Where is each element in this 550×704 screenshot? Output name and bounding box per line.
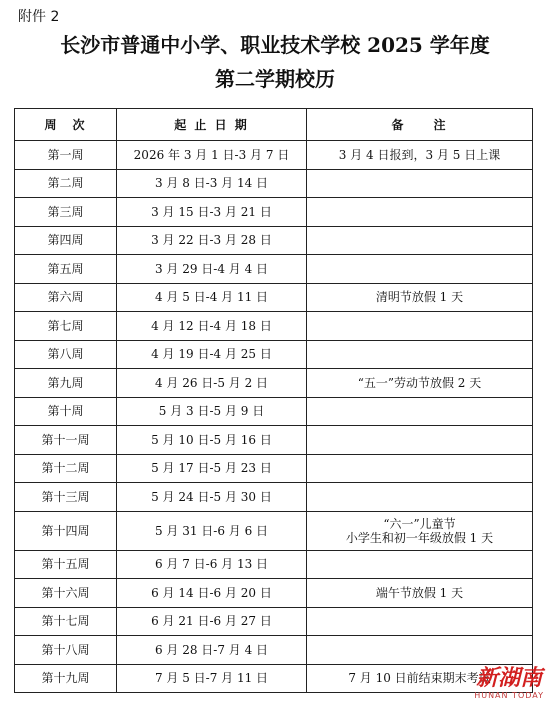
date-range-cell: 6 月 28 日-7 月 4 日: [117, 636, 307, 665]
document-subtitle: 第二学期校历: [215, 67, 335, 91]
note-line: “六一”儿童节: [383, 516, 456, 531]
notes-cell: [307, 141, 533, 170]
date-range-cell: 6 月 7 日-6 月 13 日: [117, 550, 307, 579]
week-cell: 第四周: [15, 226, 117, 255]
date-range-cell: 4 月 26 日-5 月 2 日: [117, 369, 307, 398]
date-range-cell: 5 月 31 日-6 月 6 日: [117, 511, 307, 550]
week-cell: 第十七周: [15, 607, 117, 636]
date-range-cell: 7 月 5 日-7 月 11 日: [117, 664, 307, 693]
week-cell: 第十一周: [15, 426, 117, 455]
date-range-cell: 3 月 8 日-3 月 14 日: [117, 169, 307, 198]
table-row: [15, 664, 533, 693]
table-row: [15, 198, 533, 227]
logo-brand-en: HUNAN TODAY: [474, 691, 544, 700]
date-range-cell: 5 月 24 日-5 月 30 日: [117, 483, 307, 512]
week-cell: 第八周: [15, 340, 117, 369]
note-line: 端午节放假 1 天: [375, 585, 464, 600]
week-cell: 第十八周: [15, 636, 117, 665]
week-cell: 第六周: [15, 283, 117, 312]
note-line: 7 月 10 日前结束期末考试: [348, 671, 491, 686]
notes-cell: [307, 169, 533, 198]
week-cell: 第十六周: [15, 579, 117, 608]
table-row: [15, 579, 533, 608]
date-range-cell: 3 月 29 日-4 月 4 日: [117, 255, 307, 284]
date-range-cell: 6 月 21 日-6 月 27 日: [117, 607, 307, 636]
table-row: [15, 283, 533, 312]
note-line: 3 月 4 日报到，3 月 5 日上课: [338, 147, 501, 162]
date-range-cell: 4 月 5 日-4 月 11 日: [117, 283, 307, 312]
table-row: [15, 511, 533, 550]
date-range-cell: 3 月 22 日-3 月 28 日: [117, 226, 307, 255]
notes-cell: [307, 340, 533, 369]
notes-cell: [307, 454, 533, 483]
date-range-cell: 4 月 12 日-4 月 18 日: [117, 312, 307, 341]
week-cell: 第十三周: [15, 483, 117, 512]
notes-cell: [307, 426, 533, 455]
notes-cell: [307, 636, 533, 665]
date-range-cell: 2026 年 3 月 1 日-3 月 7 日: [117, 141, 307, 170]
table-row: [15, 226, 533, 255]
notes-cell: [307, 369, 533, 398]
table-row: [15, 169, 533, 198]
table-header-row: [15, 109, 533, 141]
notes-cell: [307, 579, 533, 608]
table-row: [15, 397, 533, 426]
table-row: [15, 483, 533, 512]
notes-cell: [307, 483, 533, 512]
attachment-label: 附件 2: [18, 9, 60, 25]
date-range-cell: 5 月 3 日-5 月 9 日: [117, 397, 307, 426]
week-cell: 第十二周: [15, 454, 117, 483]
week-cell: 第九周: [15, 369, 117, 398]
table-row: [15, 607, 533, 636]
table-row: [15, 141, 533, 170]
logo-brand-cn: 新湖南: [476, 666, 543, 691]
note-line: “五一”劳动节放假 2 天: [357, 375, 482, 390]
notes-cell: [307, 198, 533, 227]
week-cell: 第二周: [15, 169, 117, 198]
table-row: [15, 454, 533, 483]
table-row: [15, 636, 533, 665]
notes-cell: [307, 511, 533, 550]
column-header-dates: 起 止 日 期: [117, 109, 307, 141]
calendar-table-body: [15, 141, 533, 693]
column-header-week: 周 次: [15, 109, 117, 141]
date-range-cell: 5 月 17 日-5 月 23 日: [117, 454, 307, 483]
table-row: [15, 369, 533, 398]
week-cell: 第十四周: [15, 511, 117, 550]
date-range-cell: 3 月 15 日-3 月 21 日: [117, 198, 307, 227]
notes-cell: [307, 550, 533, 579]
table-row: [15, 550, 533, 579]
date-range-cell: 6 月 14 日-6 月 20 日: [117, 579, 307, 608]
notes-cell: [307, 397, 533, 426]
date-range-cell: 4 月 19 日-4 月 25 日: [117, 340, 307, 369]
document-title: 长沙市普通中小学、职业技术学校 2025 学年度: [60, 33, 490, 57]
week-cell: 第七周: [15, 312, 117, 341]
note-line: 清明节放假 1 天: [375, 290, 464, 305]
note-line: 小学生和初一年级放假 1 天: [345, 530, 494, 545]
table-row: [15, 255, 533, 284]
notes-cell: [307, 664, 533, 693]
notes-cell: [307, 283, 533, 312]
week-cell: 第三周: [15, 198, 117, 227]
notes-cell: [307, 226, 533, 255]
notes-cell: [307, 255, 533, 284]
table-row: [15, 340, 533, 369]
notes-cell: [307, 312, 533, 341]
week-cell: 第十周: [15, 397, 117, 426]
notes-cell: [307, 607, 533, 636]
table-row: [15, 426, 533, 455]
week-cell: 第十九周: [15, 664, 117, 693]
school-calendar-table: [14, 108, 533, 693]
week-cell: 第十五周: [15, 550, 117, 579]
week-cell: 第五周: [15, 255, 117, 284]
table-row: [15, 312, 533, 341]
week-cell: 第一周: [15, 141, 117, 170]
column-header-notes: 备 注: [307, 109, 533, 141]
date-range-cell: 5 月 10 日-5 月 16 日: [117, 426, 307, 455]
